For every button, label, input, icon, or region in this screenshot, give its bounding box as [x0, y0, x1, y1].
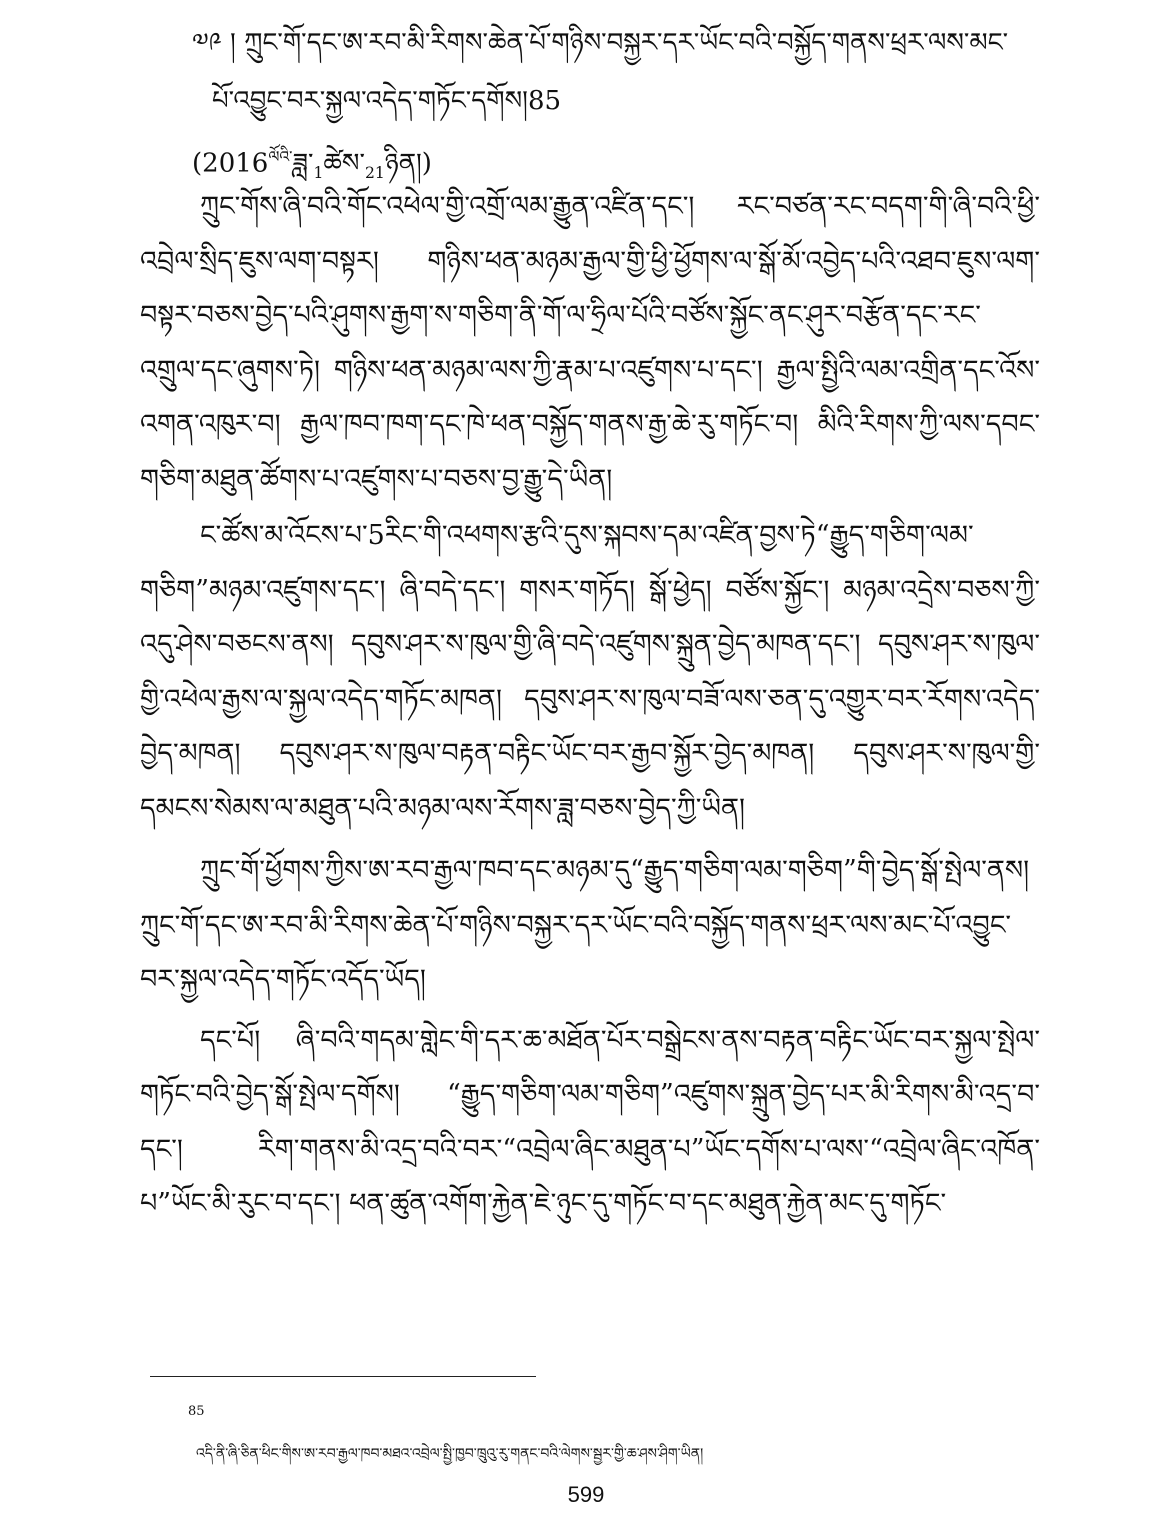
date-month-word: ཟླ་: [292, 148, 314, 179]
date-year-suffix: ལོའི་: [268, 148, 293, 166]
footnote-number: 85: [188, 1404, 205, 1419]
heading-line-2-text: པོ་འབྱུང་བར་སྐྱལ་འདེད་གཏོང་དགོས།: [212, 86, 528, 116]
paragraph: ཀྲུང་གོས་ཞི་བའི་གོང་འཕེལ་གྱི་འགྲོ་ལམ་རྒྱུན་འཛིན་དང་། རང་བཙན་རང་བདག་གི་ཞི་བའི་ཕྱི་འབྲེལ་སྲིད་ཇུས་ལག་བསྟར། གཉིས་ཕན་མཉམ་རྒྱལ་གྱི་ཕྱི་ཕྱོགས་ལ་སྒོ་མོ་འབྱེད་པའི་འཐབ་ཇུས་ལག་བསྟར་བཅས་བྱེད་པའི་ཤུགས་རྒྱག་ས་གཅིག་ནི་གོ་ལ་ཧྲིལ་པོའི་བཙོས་སྐྱོང་ནང་ཤུར་བརྩོན་དང་རང་འགྲུལ་དང་ཞུགས་ཏེ། གཉིས་ཕན་མཉམ་ལས་ཀྱི་རྣམ་པ་འཛུགས་པ་དང་། རྒྱལ་སྤྱིའི་ལམ་འགྲིན་དང་འོས་འགན་འཁུར་བ། རྒྱལ་ཁབ་ཁག་དང་ཁེ་ཕན་བསྐྱོད་གནས་རྒྱ་ཆེ་རུ་གཏོང་བ། མིའི་རིགས་ཀྱི་ལས་དབང་གཅིག་མཐུན་ཚོགས་པ་འཛུགས་པ་བཅས་བྱ་རྒྱུ་དེ་ཡིན།: [140, 191, 1040, 495]
heading-line-2: [192, 72, 1052, 130]
footnote-divider: [150, 1376, 536, 1377]
body-text: [140, 180, 1040, 1232]
page-number: 599: [567, 1482, 605, 1507]
paragraph: ཀྲུང་གོ་ཕྱོགས་ཀྱིས་ཨ་རབ་རྒྱལ་ཁབ་དང་མཉམ་དུ“རྒྱུད་གཅིག་ལམ་གཅིག”གི་བྱེད་སྒོ་སྤེལ་ནས། ཀྲུང་གོ་དང་ཨ་རབ་མི་རིགས་ཆེན་པོ་གཉིས་བསྐྱར་དར་ཡོང་བའི་བསྐྱོད་གནས་ཕྲར་ལས་མང་པོ་འབྱུང་བར་སྐྱལ་འདེད་གཏོང་འདོད་ཡོད།: [140, 855, 1030, 995]
footnote-reference[interactable]: 85: [527, 86, 562, 116]
date-year: 2016: [202, 148, 269, 179]
paragraph: དང་པོ། ཞི་བའི་གདམ་གླེང་གི་དར་ཆ་མཐོན་པོར་བསྒྲེངས་ནས་བརྟན་བརྟིང་ཡོང་བར་སྐྱལ་སྤེལ་གཏོང་བའི་བྱེད་སྒོ་སྤེལ་དགོས། “རྒྱུད་གཅིག་ལམ་གཅིག”འཛུགས་སྐྲུན་བྱེད་པར་མི་རིགས་མི་འདྲ་བ་དང་། རིག་གནས་མི་འདྲ་བའི་བར་“འབྲེལ་ཞིང་མཐུན་པ”ཡོང་དགོས་པ་ལས་“འབྲེལ་ཞིང་འཁོན་པ”ཡོང་མི་རུང་བ་དང་། ཕན་ཚུན་འགོག་རྐྱེན་ཇེ་ཉུང་དུ་གཏོང་བ་དང་མཐུན་རྐྱེན་མང་དུ་གཏོང་: [140, 1024, 1040, 1219]
date-month: 1: [313, 163, 324, 182]
paragraph: ང་ཚོས་མ་འོངས་པ་5རིང་གི་འཕགས་རྩའི་དུས་སྐབས་དམ་འཛིན་བྱས་ཏེ“རྒྱུད་གཅིག་ལམ་གཅིག”མཉམ་འཛུགས་དང་། ཞི་བདེ་དང་། གསར་གཏོད། སྒོ་ཕྱེད། བཙོས་སྐྱོང་། མཉམ་འདྲེས་བཅས་ཀྱི་འདུ་ཤེས་བཅངས་ནས། དབུས་ཤར་ས་ཁུལ་གྱི་ཞི་བདེ་འཛུགས་སྐྲུན་བྱེད་མཁན་དང་། དབུས་ཤར་ས་ཁུལ་གྱི་འཕེལ་རྒྱས་ལ་སྐྱལ་འདེད་གཏོང་མཁན། དབུས་ཤར་ས་ཁུལ་བཟོ་ལས་ཅན་དུ་འགྱུར་བར་རོགས་འདེད་བྱེད་མཁན། དབུས་ཤར་ས་ཁུལ་བརྟན་བརྟིང་ཡོང་བར་རྒྱབ་སྐྱོར་བྱེད་མཁན། དབུས་ཤར་ས་ཁུལ་གྱི་དམངས་སེམས་ལ་མཐུན་པའི་མཉམ་ལས་རོགས་ཟླ་བཅས་བྱེད་ཀྱི་ཡིན།: [140, 520, 1040, 824]
date-close: ཉིན།): [384, 148, 432, 179]
section-heading: [192, 14, 1052, 130]
date-open: (: [192, 148, 203, 179]
heading-line-1: ༧༩ ། ཀྲུང་གོ་དང་ཨ་རབ་མི་རིགས་ཆེན་པོ་གཉིས་བསྐྱར་དར་ཡོང་བའི་བསྐྱོད་གནས་ཕྲར་ལས་མང་: [192, 28, 1009, 58]
date-day-word: ཚེས་: [323, 148, 365, 179]
date-day: 21: [364, 163, 385, 182]
footnote-text: འདི་ནི་ཞི་ཅིན་ཕིང་གིས་ཨ་རབ་རྒྱལ་ཁབ་མཐའ་འབྲེལ་སྤྱི་ཁྱབ་ཁྲུའུ་རུ་གནང་བའི་ལེགས་སྦྱར་གྱི་ཆ་ཤས་ཤིག་ཡིན།: [196, 1446, 704, 1462]
